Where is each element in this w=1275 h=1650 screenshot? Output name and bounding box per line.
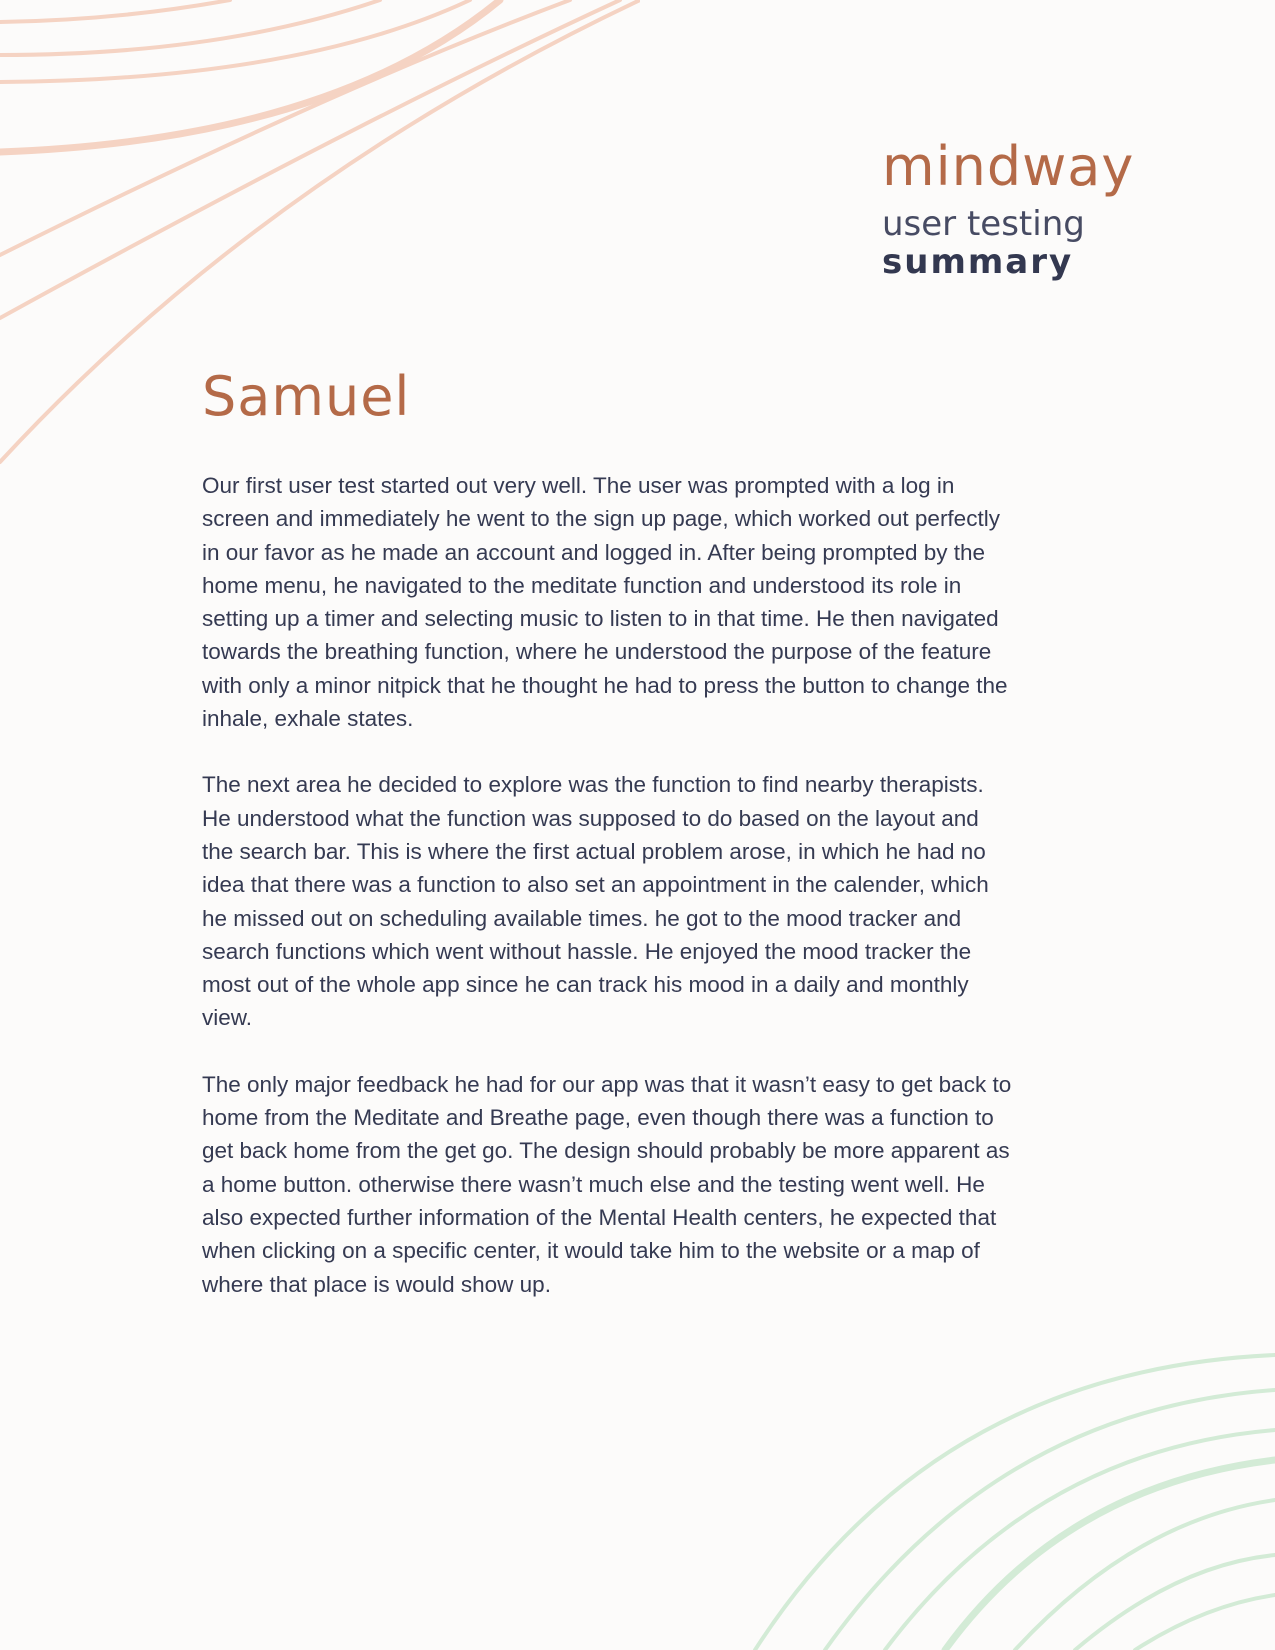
- doc-subtitle-line2: summary: [882, 242, 1074, 282]
- summary-paragraph-2: The next area he decided to explore was the function to find nearby therapists. He understood what the function was supposed to do based on the layout and the search bar. This is where the first actual problem arose, in which he had no idea that there was a function to also set an appointment in the calender, which he missed out on scheduling available times. he got to the mood tracker and search functions which went without hassle. He enjoyed the mood tracker the most out of the whole app since he can track his mood in a daily and monthly view.: [202, 772, 989, 1031]
- decorative-curves-bottom-right: [735, 1350, 1275, 1650]
- brand-block: [882, 135, 1134, 281]
- user-name-heading: Samuel: [202, 365, 411, 428]
- doc-subtitle-line1: user testing: [882, 204, 1085, 244]
- brand-logo-text: mindway: [882, 135, 1135, 198]
- summary-body: [202, 469, 1012, 1334]
- summary-paragraph-3: The only major feedback he had for our app was that it wasn’t easy to get back to home from the Meditate and Breathe page, even though there was a function to get back home from the get go. The design should probably be more apparent as a home button. otherwise there wasn’t much else and the testing went well. He also expected further information of the Mental Health centers, he expected that when clicking on a specific center, it would take him to the website or a map of where that place is would show up.: [202, 1071, 1012, 1297]
- summary-paragraph-1: Our first user test started out very well. The user was prompted with a log in screen and immediately he went to the sign up page, which worked out perfectly in our favor as he made an account and logged in. After being prompted by the home menu, he navigated to the meditate function and understood its role in setting up a timer and selecting music to listen to in that time. He then navigated towards the breathing function, where he understood the purpose of the feature with only a minor nitpick that he thought he had to press the button to change the inhale, exhale states.: [202, 473, 1008, 732]
